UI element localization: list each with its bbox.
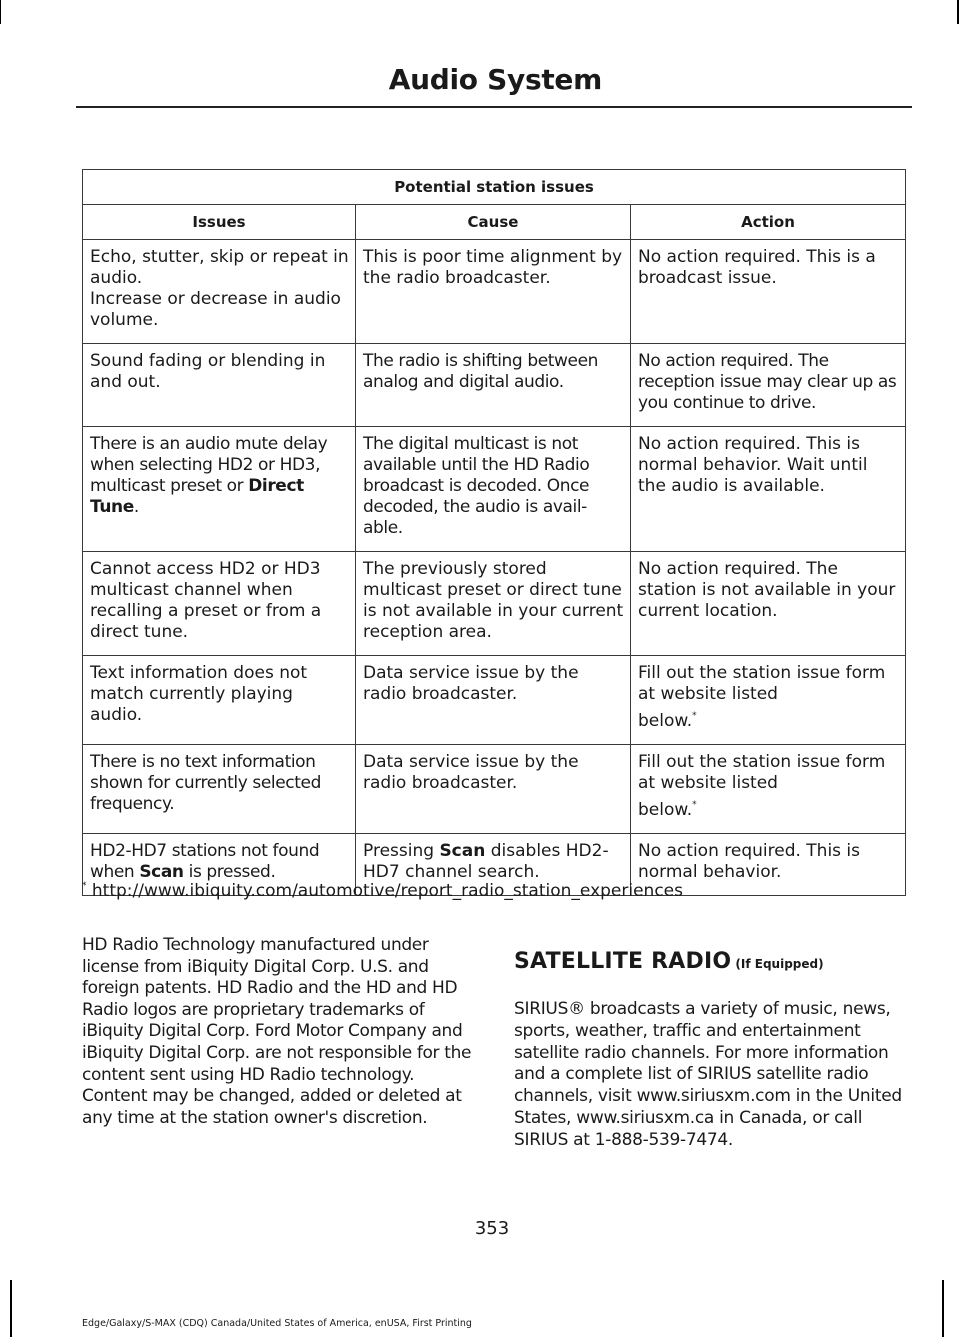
table-caption-row [83,170,906,205]
table-row [83,656,906,745]
issue-cell: Sound fading or blending in and out. [83,344,356,427]
table-caption: Potential station issues [83,170,906,205]
table-header-row [83,205,906,240]
table-row [83,427,906,552]
station-issues-table [82,169,906,896]
cause-cell: Data service issue by the radio broadcaster. [356,745,631,834]
page-footer: Edge/Galaxy/S-MAX (CDQ) Canada/United States of America, enUSA, First Printing [82,1318,472,1329]
issue-text-secondary: Increase or decrease in audio volume. [90,289,341,330]
issue-text-end: . [133,497,139,517]
scan-label: Scan [139,862,184,882]
cause-text-end: disables HD2-HD7 channel search. [363,841,609,882]
page-number: 353 [474,1218,510,1239]
table-row [83,745,906,834]
hd-radio-paragraph: HD Radio Technology manufactured under license from iBiquity Digital Corp. U.S. and foreign patents. HD Radio and the HD and HD Radio logos are proprietary trademarks of iBiquity Digital Corp. Ford Motor Company and iBiquity Digital Corp. are not responsible for the content sent using HD Radio technology. Content may be changed, added or deleted at any time at the station owner's discretion. [82,935,472,1128]
action-text: Fill out the station issue form at website listed [638,752,886,793]
action-text-end: below. [638,711,693,731]
action-text-end: below. [638,800,693,820]
footnote-reference: * [692,711,697,721]
column-header-action: Action [631,205,906,240]
issue-text: Echo, stutter, skip or repeat in audio. [90,247,349,288]
issue-cell: There is no text information shown for currently selected frequency. [83,745,356,834]
cause-cell: This is poor time alignment by the radio broadcaster. [356,240,631,344]
crop-mark-bottom-left [10,1280,12,1337]
cause-cell: The radio is shifting between analog and digital audio. [356,344,631,427]
footnote-url: http://www.ibiquity.com/automotive/report_radio_station_experiences [86,881,683,901]
issue-cell [83,240,356,344]
cause-cell: The previously stored multicast preset or direct tune is not available in your current reception area. [356,552,631,656]
cause-cell: Data service issue by the radio broadcaster. [356,656,631,745]
section-title: SATELLITE RADIO [514,949,732,974]
footnote-reference: * [692,800,697,810]
table-row [83,240,906,344]
page-header-title: Audio System [388,63,602,96]
issue-cell: Cannot access HD2 or HD3 multicast channel when recalling a preset or from a direct tune. [83,552,356,656]
scan-label: Scan [439,841,486,861]
column-header-issues: Issues [83,205,356,240]
issue-cell [83,427,356,552]
column-header-cause: Cause [356,205,631,240]
action-cell: No action required. The reception issue may clear up as you continue to drive. [631,344,906,427]
section-qualifier: (If Equipped) [731,957,824,971]
header-rule [76,106,912,108]
cause-cell: The digital multicast is not available until the HD Radio broadcast is decoded. Once decoded, the audio is avail-able. [356,427,631,552]
action-text: Fill out the station issue form at website listed [638,663,886,704]
action-cell [631,745,906,834]
crop-mark-top-right [957,0,959,24]
table-row [83,552,906,656]
action-cell: No action required. This is normal behavior. Wait until the audio is available. [631,427,906,552]
issue-cell: Text information does not match currently playing audio. [83,656,356,745]
section-heading [514,948,914,978]
issue-text-end: is pressed. [183,862,276,882]
action-cell: No action required. This is normal behavior. [631,834,906,896]
direct-tune-label: Direct Tune [90,476,304,517]
footnote [82,880,912,902]
cause-text: Pressing [363,841,440,861]
action-cell: No action required. The station is not available in your current location. [631,552,906,656]
action-cell [631,656,906,745]
crop-mark-top-left [0,0,1,24]
issue-text: There is an audio mute delay when selecting HD2 or HD3, multicast preset or [90,434,328,496]
issue-text: HD2-HD7 stations not found when [90,841,320,882]
footnote-mark: * [82,881,87,891]
table-row [83,344,906,427]
satellite-radio-paragraph: SIRIUS® broadcasts a variety of music, news, sports, weather, traffic and entertainment satellite radio channels. For more information and a complete list of SIRIUS satellite radio channels, visit www.siriusxm.com in the United States, www.siriusxm.ca in Canada, or call SIRIUS at 1-888-539-7474. [514,999,902,1150]
crop-mark-bottom-right [942,1280,944,1337]
action-cell: No action required. This is a broadcast issue. [631,240,906,344]
